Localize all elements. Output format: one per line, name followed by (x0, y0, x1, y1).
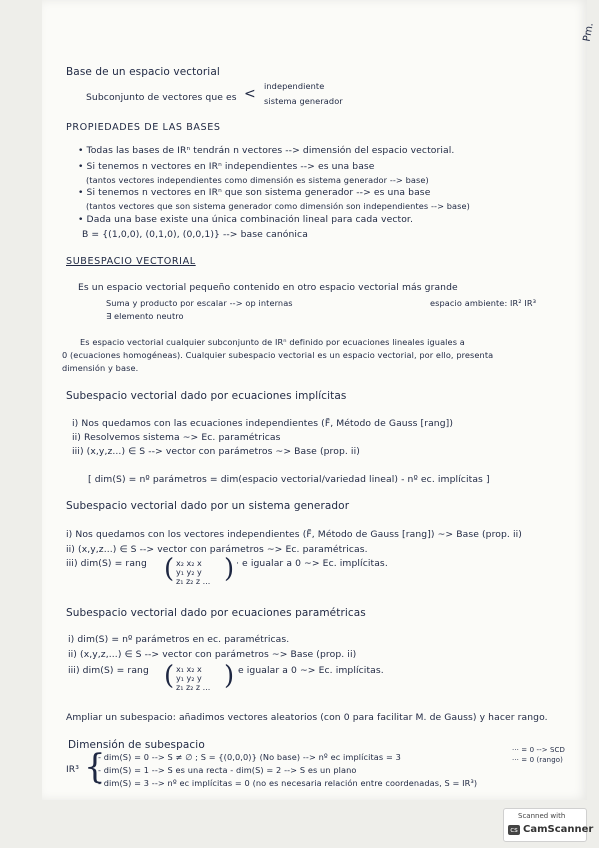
subspace-internal-ops: Suma y producto por escalar --> op internas (106, 298, 293, 308)
dimension-formula: [ dim(S) = nº parámetros = dim(espacio vectorial/variedad lineal) - nº ec. implícitas ] (88, 474, 490, 485)
cases-brace: { (84, 747, 106, 787)
prop-2-note: (tantos vectores independientes como dimensión es sistema generador --> base) (86, 175, 429, 185)
dim-case-1-2: - dim(S) = 1 --> S es una recta - dim(S) = 2 --> S es un plano (98, 765, 357, 775)
parametric-step-3-cont: e igualar a 0 ~> Ec. implícitas. (238, 665, 384, 676)
camscanner-watermark (503, 808, 594, 842)
base-definition: Subconjunto de vectores que es (86, 92, 237, 103)
canonical-base: B = {(1,0,0), (0,1,0), (0,0,1)} --> base canónica (82, 229, 308, 240)
heading-implicit: Subespacio vectorial dado por ecuaciones implícitas (66, 390, 347, 402)
parametric-step-3: iii) dim(S) = rang (68, 665, 149, 676)
page-corner-note: Pm. (581, 22, 596, 43)
matrix-row: x₂ x₂ x (176, 559, 202, 568)
prop-1: • Todas las bases de IRⁿ tendrán n vectores --> dimensión del espacio vectorial. (78, 145, 455, 156)
matrix-row: z₁ z₂ z ... (176, 577, 211, 586)
implicit-step-2: ii) Resolvemos sistema ~> Ec. paramétricas (72, 432, 281, 443)
title-base: Base de un espacio vectorial (66, 66, 220, 78)
base-cond-independent: independiente (264, 81, 325, 91)
matrix-bracket-right: ) (224, 661, 235, 691)
subspace-definition: Es un espacio vectorial pequeño contenido en otro espacio vectorial más grande (78, 282, 458, 293)
matrix-row: z₁ z₂ z ... (176, 683, 211, 692)
generator-step-3-cont: · e igualar a 0 ~> Ec. implícitas. (236, 558, 388, 569)
implicit-step-3: iii) (x,y,z...) ∈ S --> vector con parámetros ~> Base (prop. ii) (72, 446, 360, 457)
watermark-brand: CamScanner (523, 824, 594, 835)
generator-step-3: iii) dim(S) = rang (66, 558, 147, 569)
base-cond-generator: sistema generador (264, 96, 343, 106)
heading-generator: Subespacio vectorial dado por un sistema generador (66, 500, 350, 512)
dim-case-3: - dim(S) = 3 --> nº ec implícitas = 0 (no es necesaria relación entre coordenadas, S = IR³) (98, 778, 478, 788)
matrix-bracket-left: ( (164, 554, 175, 584)
dim-case-0: - dim(S) = 0 --> S ≠ ∅ ; S = {(0,0,0)} (No base) --> nº ec implícitas = 3 (98, 752, 401, 762)
prop-3: • Si tenemos n vectores en IRⁿ que son sistema generador --> es una base (78, 187, 431, 198)
heading-parametric: Subespacio vectorial dado por ecuaciones paramétricas (66, 607, 366, 619)
dim-note-rango: ··· = 0 (rango) (512, 756, 563, 764)
prop-2: • Si tenemos n vectores en IRⁿ independientes --> es una base (78, 161, 375, 172)
matrix-row: x₁ x₂ x (176, 665, 202, 674)
matrix-row: y₁ y₂ y (176, 674, 202, 683)
expand-subspace: Ampliar un subespacio: añadimos vectores aleatorios (con 0 para facilitar M. de Gauss) y hacer rango. (66, 712, 548, 723)
camscanner-logo-icon: cs (508, 825, 520, 835)
dim-note-scd: ··· = 0 --> SCD (512, 746, 566, 754)
prop-4: • Dada una base existe una única combinación lineal para cada vector. (78, 214, 413, 225)
scanned-notes-page (42, 0, 596, 800)
prop-3-note: (tantos vectores que son sistema generador como dimensión son independientes --> base) (86, 201, 470, 211)
subspace-para-2: 0 (ecuaciones homogéneas). Cualquier subespacio vectorial es un espacio vectorial, por ello, presenta (62, 350, 494, 360)
ambient-space: espacio ambiente: IR² IR³ (430, 298, 537, 308)
generator-step-1: i) Nos quedamos con los vectores independientes (F̃, Método de Gauss [rang]) ~> Base (prop. ii) (66, 529, 522, 540)
less-than-brace: < (244, 86, 256, 102)
parametric-step-1: i) dim(S) = nº parámetros en ec. paramétricas. (68, 634, 290, 645)
neutral-element: ∃ elemento neutro (106, 311, 184, 321)
generator-step-2: ii) (x,y,z...) ∈ S --> vector con parámetros ~> Ec. paramétricas. (66, 544, 368, 555)
subspace-para-3: dimensión y base. (62, 363, 139, 373)
implicit-step-1: i) Nos quedamos con las ecuaciones independientes (F̃, Método de Gauss [rang]) (72, 418, 454, 429)
watermark-caption: Scanned with (518, 812, 566, 820)
r3-label: IR³ (66, 764, 80, 775)
matrix-row: y₁ y₂ y (176, 568, 202, 577)
subspace-para-1: Es espacio vectorial cualquier subconjunto de IRⁿ definido por ecuaciones lineales iguales a (80, 337, 465, 347)
matrix-bracket-left: ( (164, 661, 175, 691)
heading-subspace: SUBESPACIO VECTORIAL (66, 256, 196, 267)
heading-properties: PROPIEDADES DE LAS BASES (66, 122, 221, 133)
heading-dimension: Dimensión de subespacio (68, 739, 205, 751)
matrix-bracket-right: ) (224, 554, 235, 584)
parametric-step-2: ii) (x,y,z,...) ∈ S --> vector con parámetros ~> Base (prop. ii) (68, 649, 357, 660)
